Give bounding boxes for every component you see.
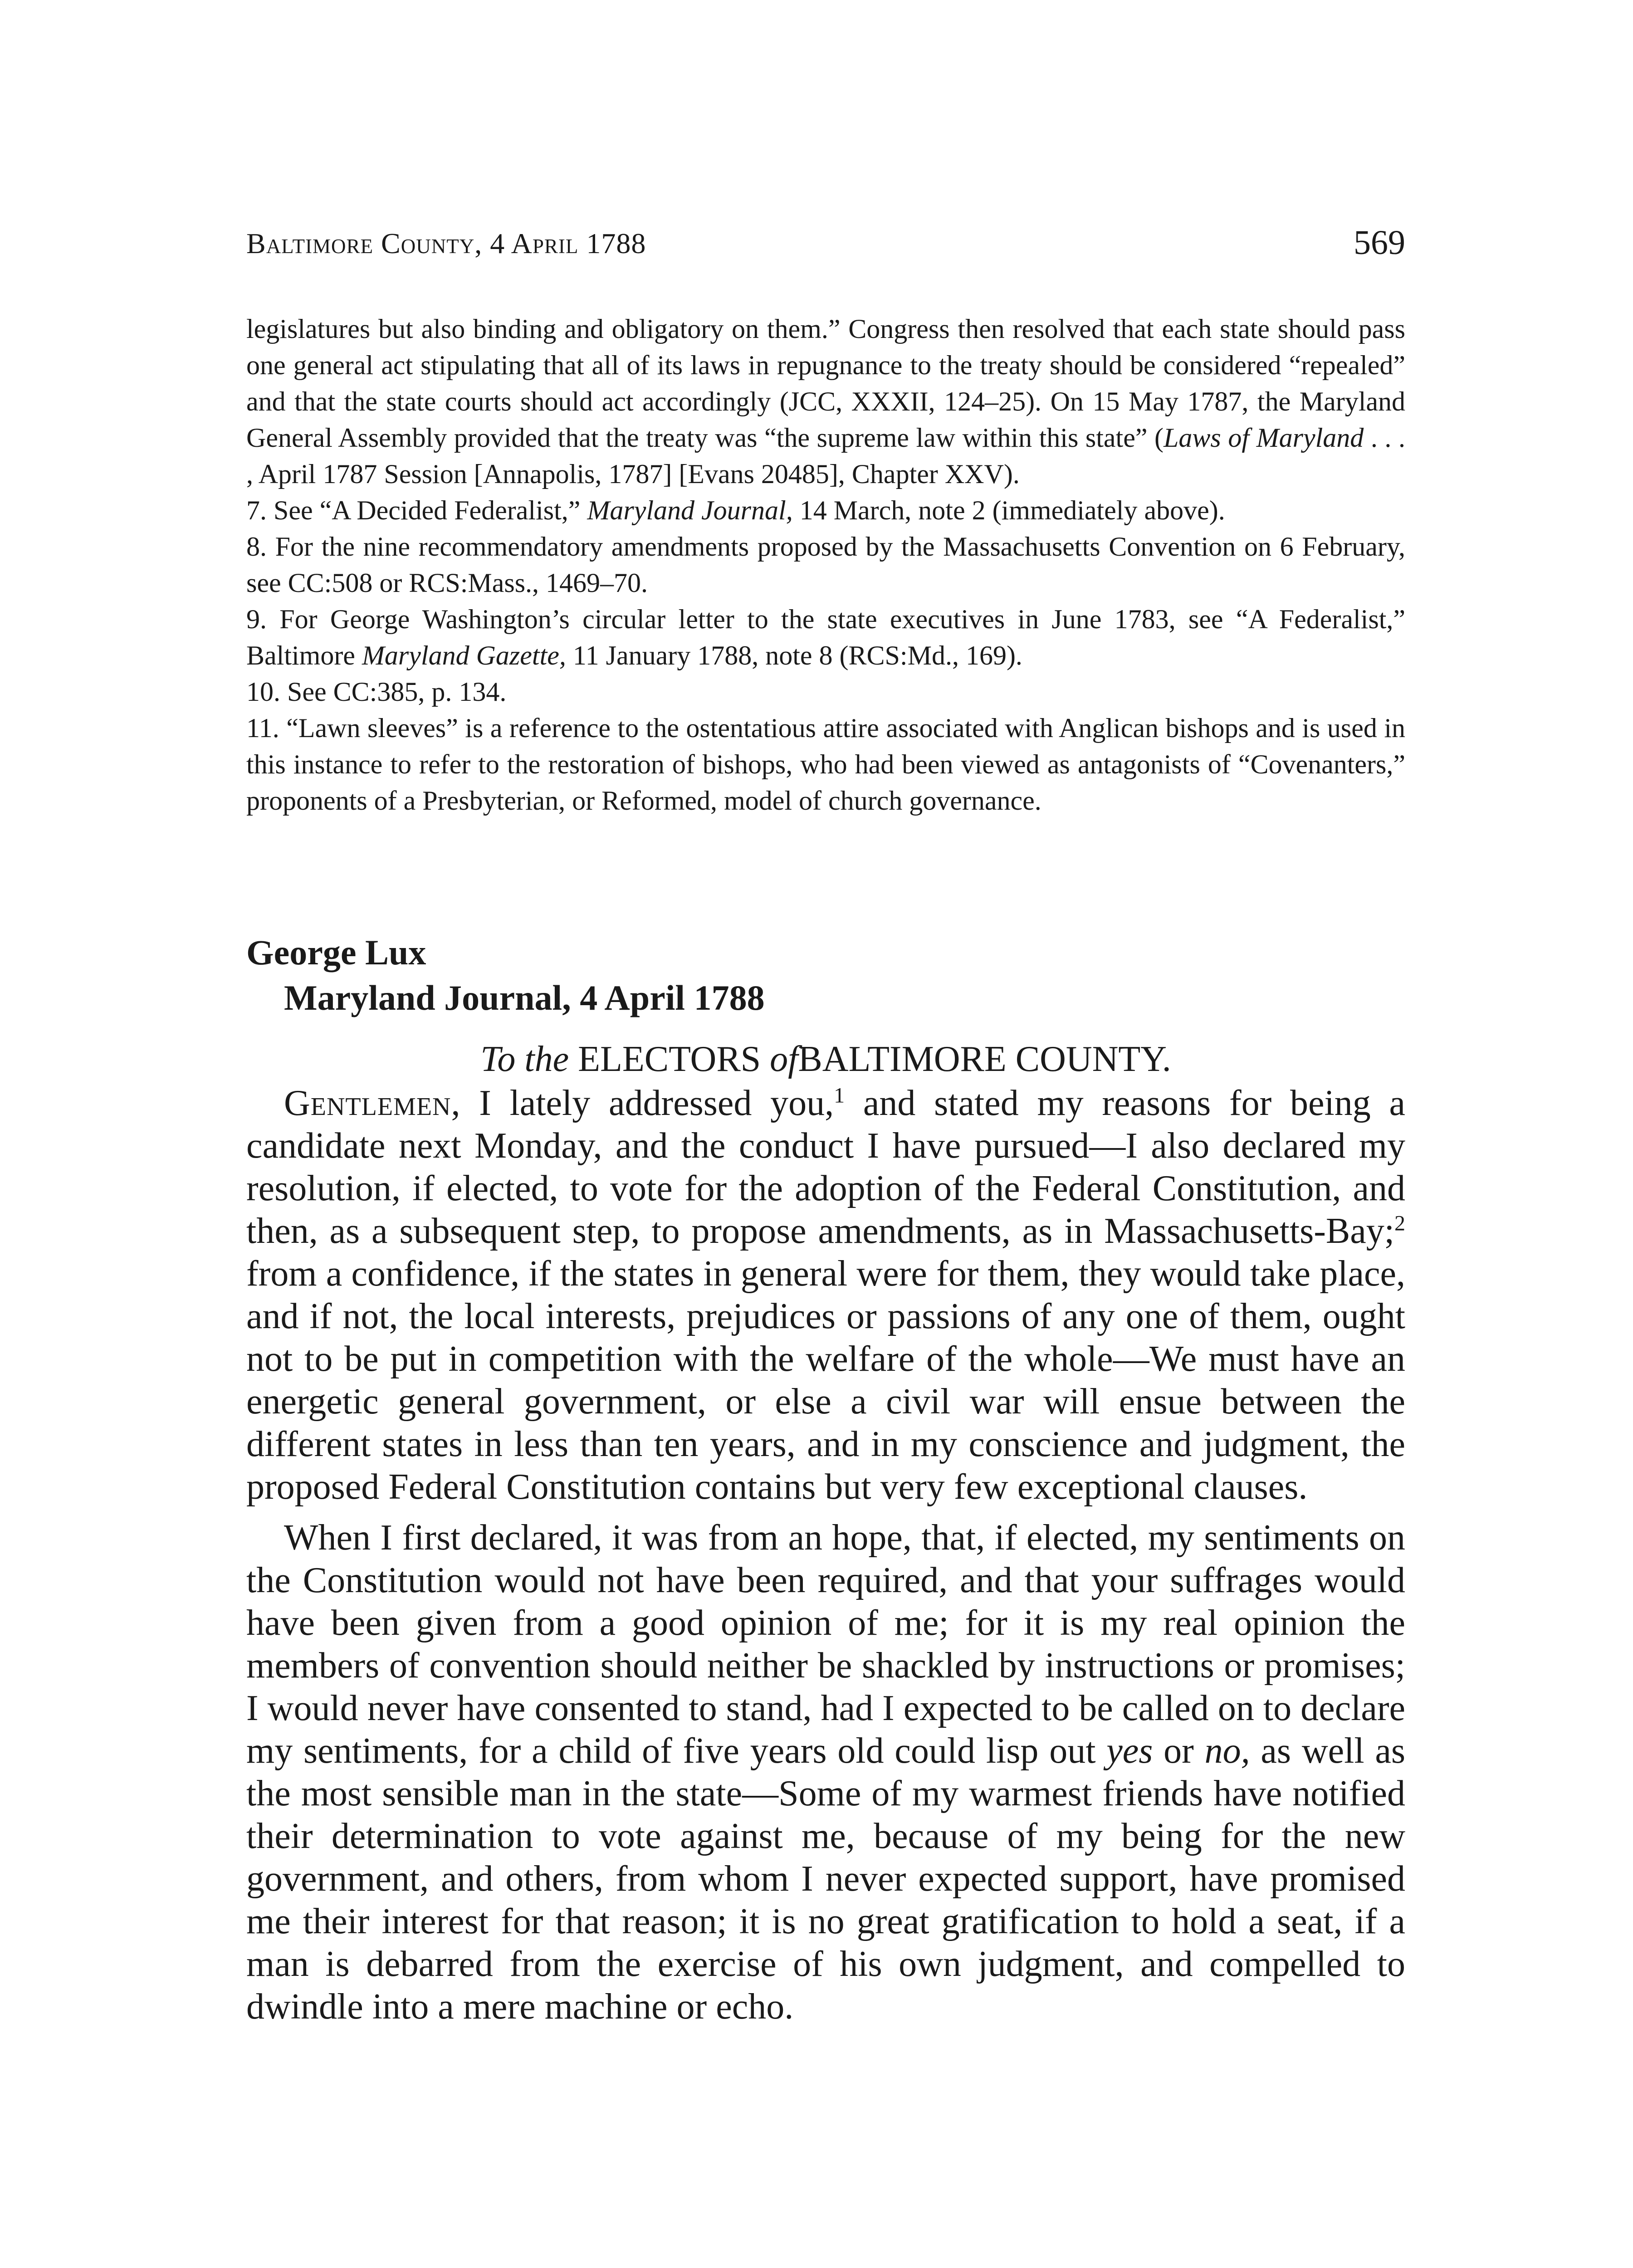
note-9: 9. For George Washington’s circular letter to the state executives in June 1783, see “A Federalist,” Baltimore Maryland Gazette, 11 January 1788, note 8 (RCS:Md., 169). [246, 604, 1405, 670]
note-8: 8. For the nine recommendatory amendments proposed by the Massachusetts Convention on 6 February, see CC:508 or RCS:Mass., 1469–70. [246, 532, 1405, 598]
body-paragraph-2: When I first declared, it was from an hope, that, if elected, my sentiments on the Constitution would not have been required, and that your suffrages would have been given from a good opinion of me; for it is my real opinion the members of convention should neither be shackled by instructions or promises; I would never have consented to stand, had I expected to be called on to declare my sentiments, for a child of five years old could lisp out yes or no, as well as the most sensible man in the state—Some of my warmest friends have notified their determination to vote against me, because of my being for the new government, and others, from whom I never expected support, have promised me their interest for that reason; it is no great gratification to hold a seat, if a man is debarred from the exercise of his own judgment, and compelled to dwindle into a mere machine or echo. [246, 1518, 1406, 2027]
footnote-ref-1: 1 [834, 1083, 845, 1108]
body-paragraph-1: Gentlemen, I lately addressed you,$^1$ and stated my reasons for being a candidate next Monday, and the conduct I have pursued—I also declared my resolution, if elected, to vote for the adoption of the Federal Constitution, and then, as a subsequent step, to propose amendments, as in Massachusetts-Bay;$^2$ from a confidence, if the states in general were for them, they would take place, and if not, the local interests, prejudices or passions of any one of them, ought not to be put in competition with the welfare of the whole—We must have an energetic general government, or else a civil war will ensue between the different states in less than ten years, and in my conscience and judgment, the proposed Federal Constitution contains but very few exceptional clauses. [246, 1083, 1406, 1507]
address-line: To the ELECTORS ofBALTIMORE COUNTY. [480, 1039, 1171, 1079]
document-heading [246, 930, 1405, 1021]
note-7: 7. See “A Decided Federalist,” Maryland Journal, 14 March, note 2 (immediately above). [246, 495, 1225, 525]
running-head-title: Baltimore County, 4 April 1788 [246, 227, 646, 259]
note-10: 10. See CC:385, p. 134. [246, 677, 507, 707]
note-11: 11. “Lawn sleeves” is a reference to the ostentatious attire associated with Anglican bishops and is used in this instance to refer to the restoration of bishops, who had been viewed as antagonists of “Covenanters,” proponents of a Presbyterian, or Reformed, model of church governance. [246, 713, 1405, 816]
document-source: Maryland Journal, 4 April 1788 [284, 978, 765, 1017]
note-continuation: legislatures but also binding and obligatory on them.” Congress then resolved that each state should pass one general act stipulating that all of its laws in repugnance to the treaty should be considered “repealed” and that the state courts should act accordingly (JCC, XXXII, 124–25). On 15 May 1787, the Maryland General Assembly provided that the treaty was “the supreme law within this state” (Laws of Maryland . . . , April 1787 Session [Annapolis, 1787] [Evans 20485], Chapter XXV). [246, 314, 1406, 489]
footnote-ref-2: 2 [1394, 1211, 1405, 1236]
footnotes-section [246, 311, 1405, 819]
page-number: 569 [1354, 224, 1405, 262]
running-head [246, 224, 1405, 272]
document-author: George Lux [246, 933, 426, 972]
document-body [246, 1082, 1405, 2036]
